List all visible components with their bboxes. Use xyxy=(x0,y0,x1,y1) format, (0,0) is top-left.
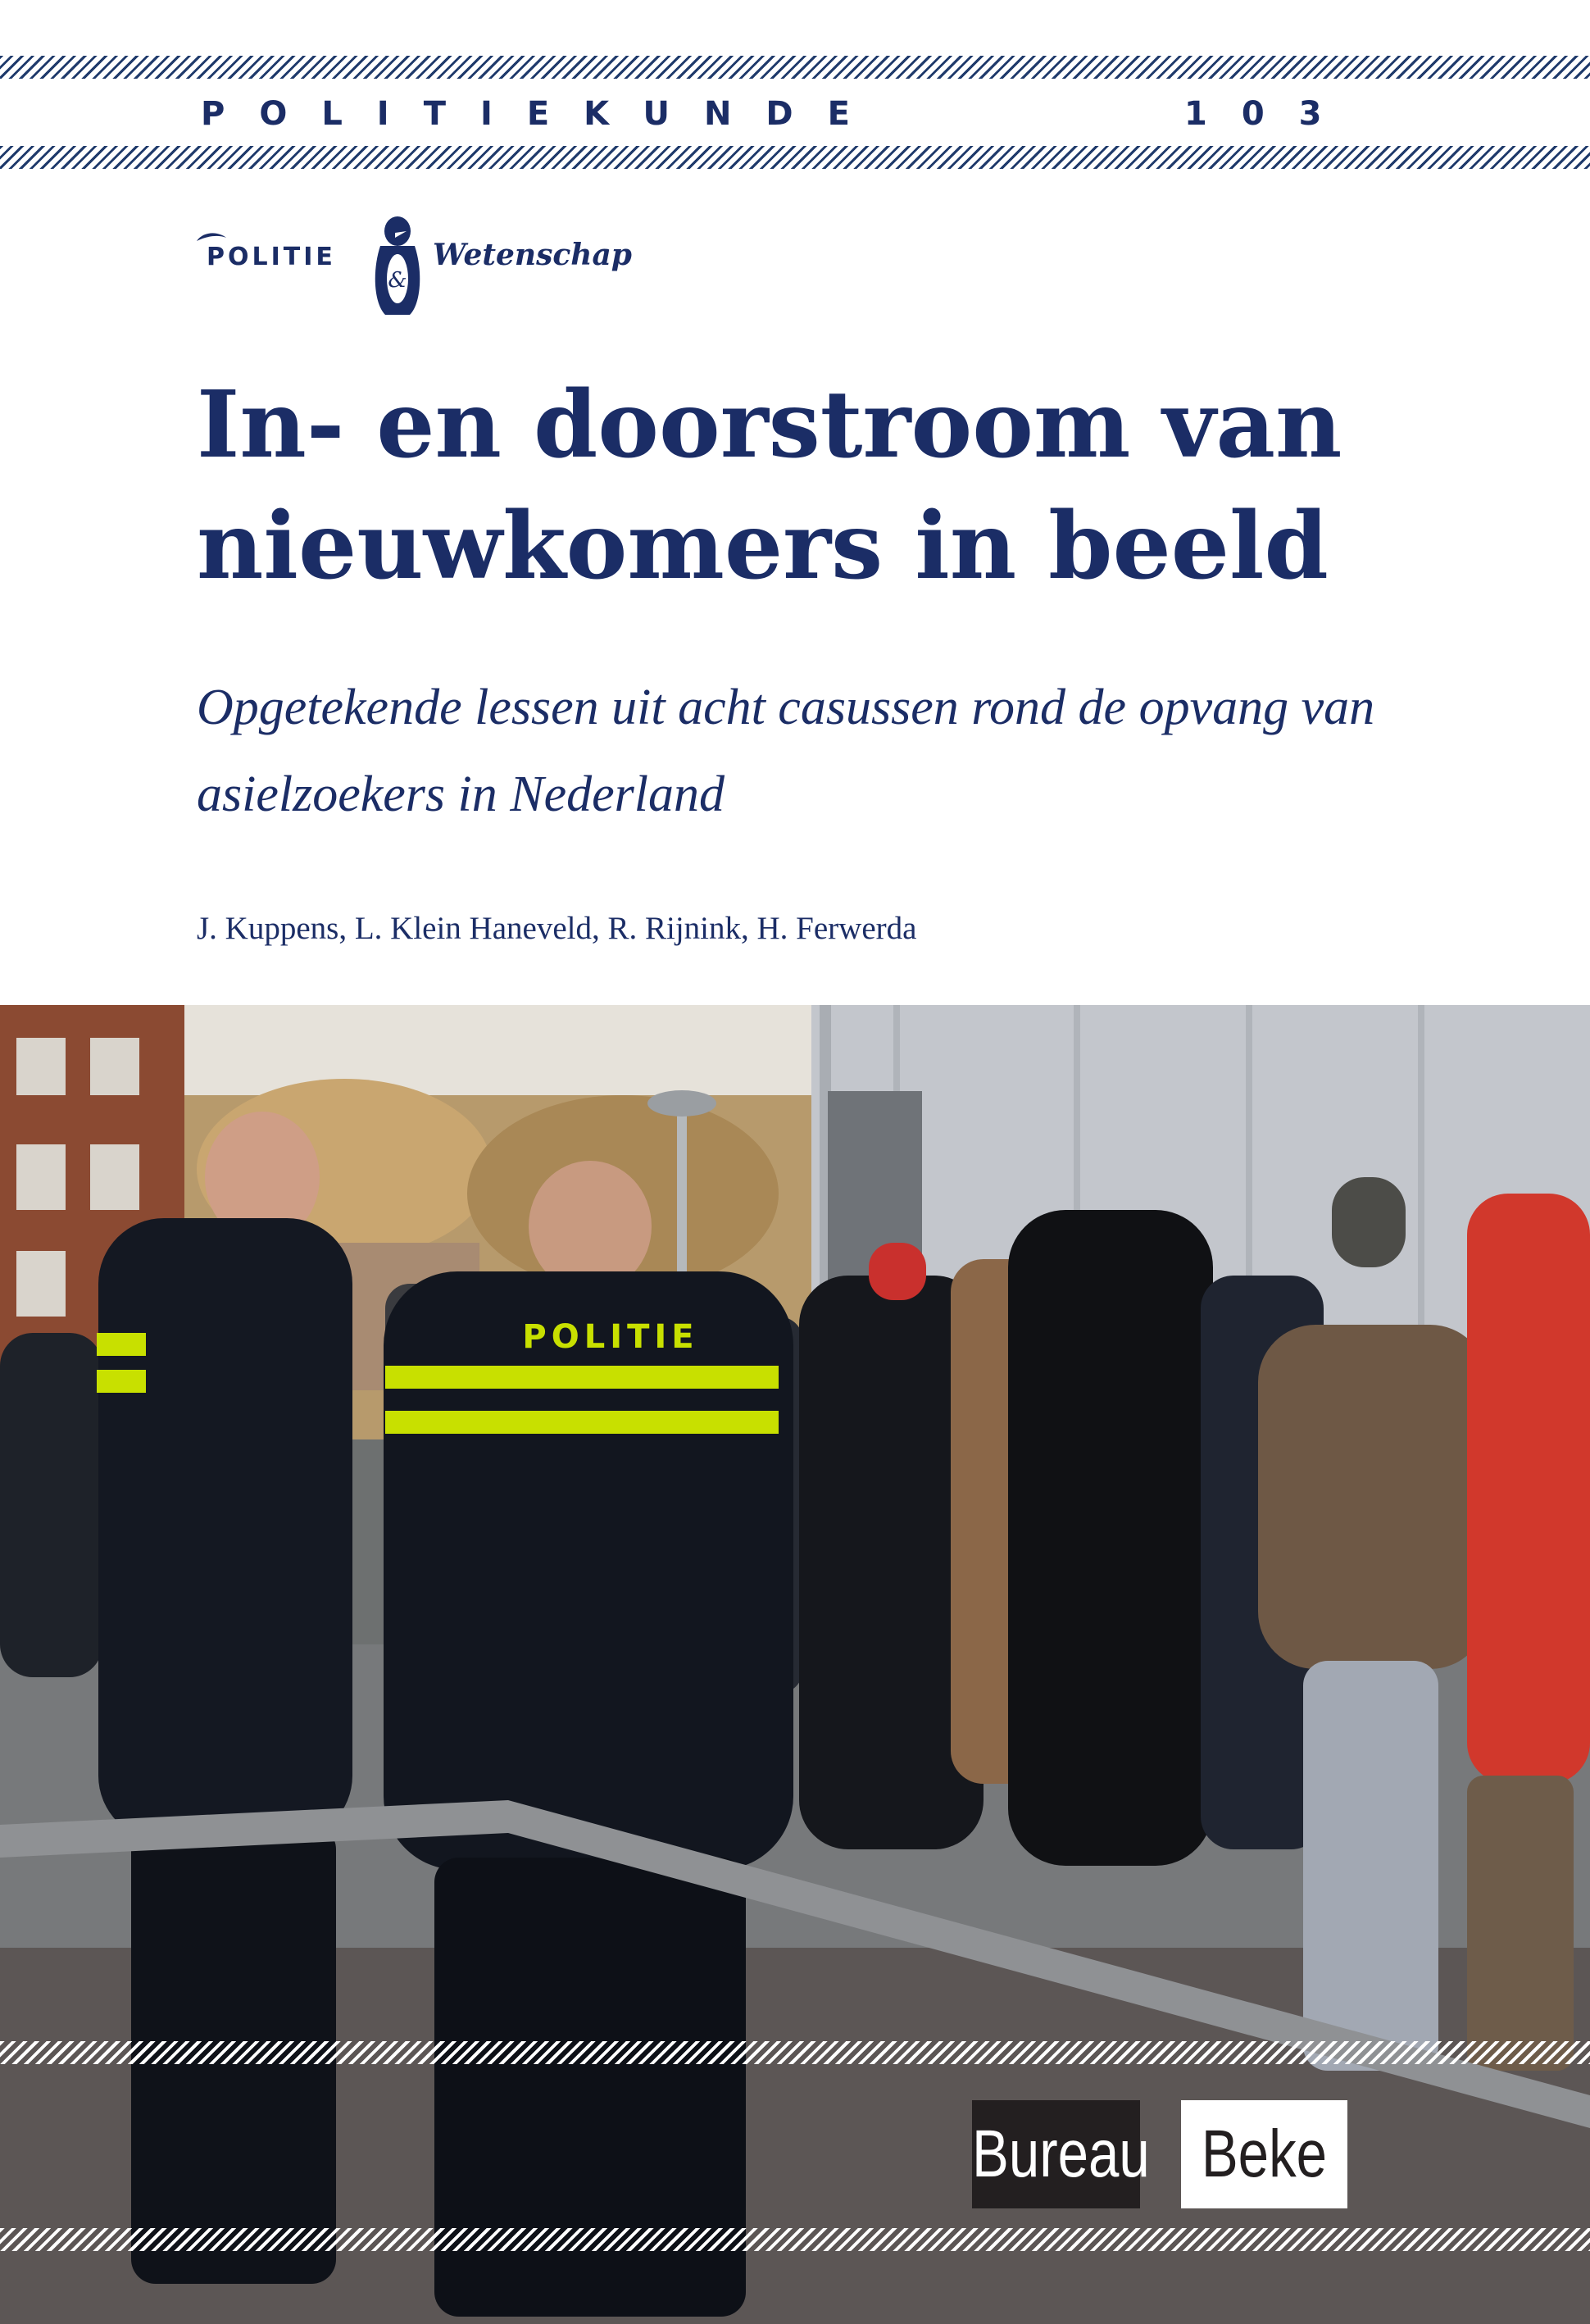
politie-wetenschap-logo xyxy=(195,213,632,320)
subtitle-line: Opgetekende lessen uit acht casussen rond de opvang van xyxy=(197,680,1375,735)
series-header xyxy=(0,92,1590,141)
cover-photo xyxy=(0,1005,1590,2324)
series-number: 103 xyxy=(1184,95,1356,133)
top-hatch-rule xyxy=(0,56,1590,79)
series-hatch-rule xyxy=(0,146,1590,169)
publisher-name-part-b: Beke xyxy=(1201,2117,1328,2191)
book-title xyxy=(197,365,1475,607)
vest-politie-text: POLITIE xyxy=(522,1318,699,1356)
title-line: nieuwkomers in beeld xyxy=(197,493,1329,600)
title-line: In- en doorstroom van xyxy=(197,371,1342,479)
bottom-hatch-band xyxy=(0,2041,1590,2064)
subtitle-line: asielzoekers in Nederland xyxy=(197,766,725,822)
penguin-icon xyxy=(369,213,426,318)
logo-politie-text: POLITIE xyxy=(207,243,336,271)
street-scene-illustration xyxy=(0,1005,1590,2324)
book-subtitle xyxy=(197,664,1475,838)
logo-ampersand: & xyxy=(388,268,407,293)
publisher-name-part-b-box xyxy=(1181,2100,1347,2208)
series-name: POLITIEKUNDE xyxy=(201,95,884,133)
author-list: J. Kuppens, L. Klein Haneveld, R. Rijnink, H. Ferwerda xyxy=(197,911,917,946)
publisher-name-part-a: Bureau xyxy=(972,2100,1140,2208)
logo-wetenschap-text: Wetenschap xyxy=(433,238,632,272)
publisher-logo xyxy=(972,2100,1347,2208)
bottom-hatch-band xyxy=(0,2228,1590,2251)
